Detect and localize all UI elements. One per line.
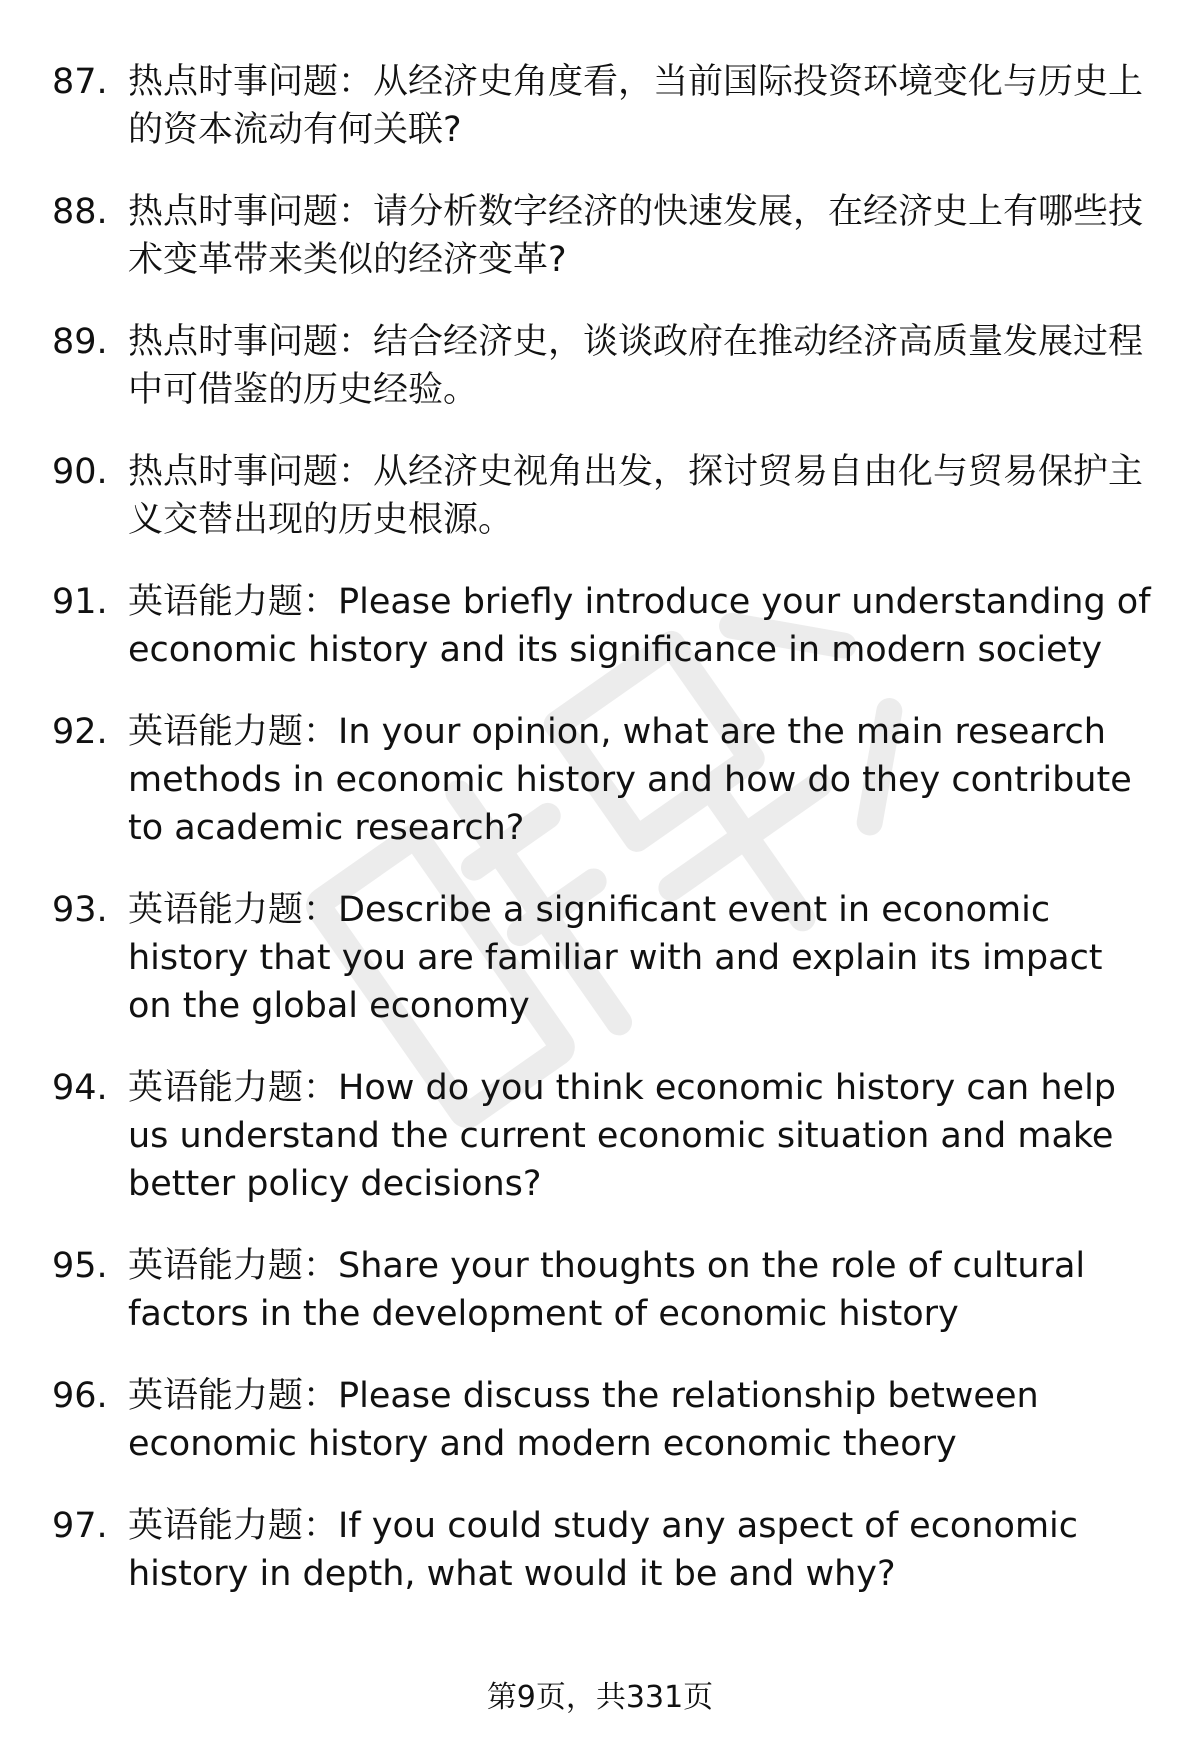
question-number: 96.: [52, 1376, 108, 1416]
question-text: 热点时事问题：从经济史视角出发，探讨贸易自由化与贸易保护主义交替出现的历史根源。: [128, 452, 1144, 540]
page-footer: 第9页，共331页: [486, 1680, 714, 1715]
question-number: 94.: [52, 1068, 108, 1108]
question-item-88: [52, 188, 1152, 284]
question-item-90: [52, 448, 1152, 544]
question-number: 92.: [52, 712, 108, 752]
question-number: 93.: [52, 890, 108, 930]
question-item-92: [52, 708, 1152, 852]
question-list: [52, 58, 1152, 1632]
question-text: 热点时事问题：从经济史角度看，当前国际投资环境变化与历史上的资本流动有何关联?: [128, 62, 1144, 150]
question-text: 英语能力题：Share your thoughts on the role of cultural factors in the development of economic history: [128, 1246, 1086, 1334]
question-text: 英语能力题：How do you think economic history can help us understand the current economic situation and make better policy decisions?: [128, 1068, 1117, 1204]
question-text: 热点时事问题：请分析数字经济的快速发展，在经济史上有哪些技术变革带来类似的经济变革?: [128, 192, 1144, 280]
question-item-96: [52, 1372, 1152, 1468]
question-item-91: [52, 578, 1152, 674]
question-number: 87.: [52, 62, 108, 102]
question-text: 热点时事问题：结合经济史，谈谈政府在推动经济高质量发展过程中可借鉴的历史经验。: [128, 322, 1144, 410]
question-text: 英语能力题：Please briefly introduce your understanding of economic history and its significance in modern society: [128, 582, 1151, 670]
question-number: 97.: [52, 1506, 108, 1546]
question-item-95: [52, 1242, 1152, 1338]
question-item-89: [52, 318, 1152, 414]
question-number: 88.: [52, 192, 108, 232]
question-item-93: [52, 886, 1152, 1030]
question-text: 英语能力题：If you could study any aspect of economic history in depth, what would it be and why?: [128, 1506, 1079, 1594]
question-text: 英语能力题：Please discuss the relationship between economic history and modern economic theory: [128, 1376, 1039, 1464]
question-number: 91.: [52, 582, 108, 622]
question-number: 90.: [52, 452, 108, 492]
question-number: 95.: [52, 1246, 108, 1286]
question-text: 英语能力题：In your opinion, what are the main research methods in economic history and how do they contribute to academic research?: [128, 712, 1132, 848]
question-item-94: [52, 1064, 1152, 1208]
question-text: 英语能力题：Describe a significant event in economic history that you are familiar with and explain its impact on the global economy: [128, 890, 1103, 1026]
question-number: 89.: [52, 322, 108, 362]
question-item-97: [52, 1502, 1152, 1598]
question-item-87: [52, 58, 1152, 154]
